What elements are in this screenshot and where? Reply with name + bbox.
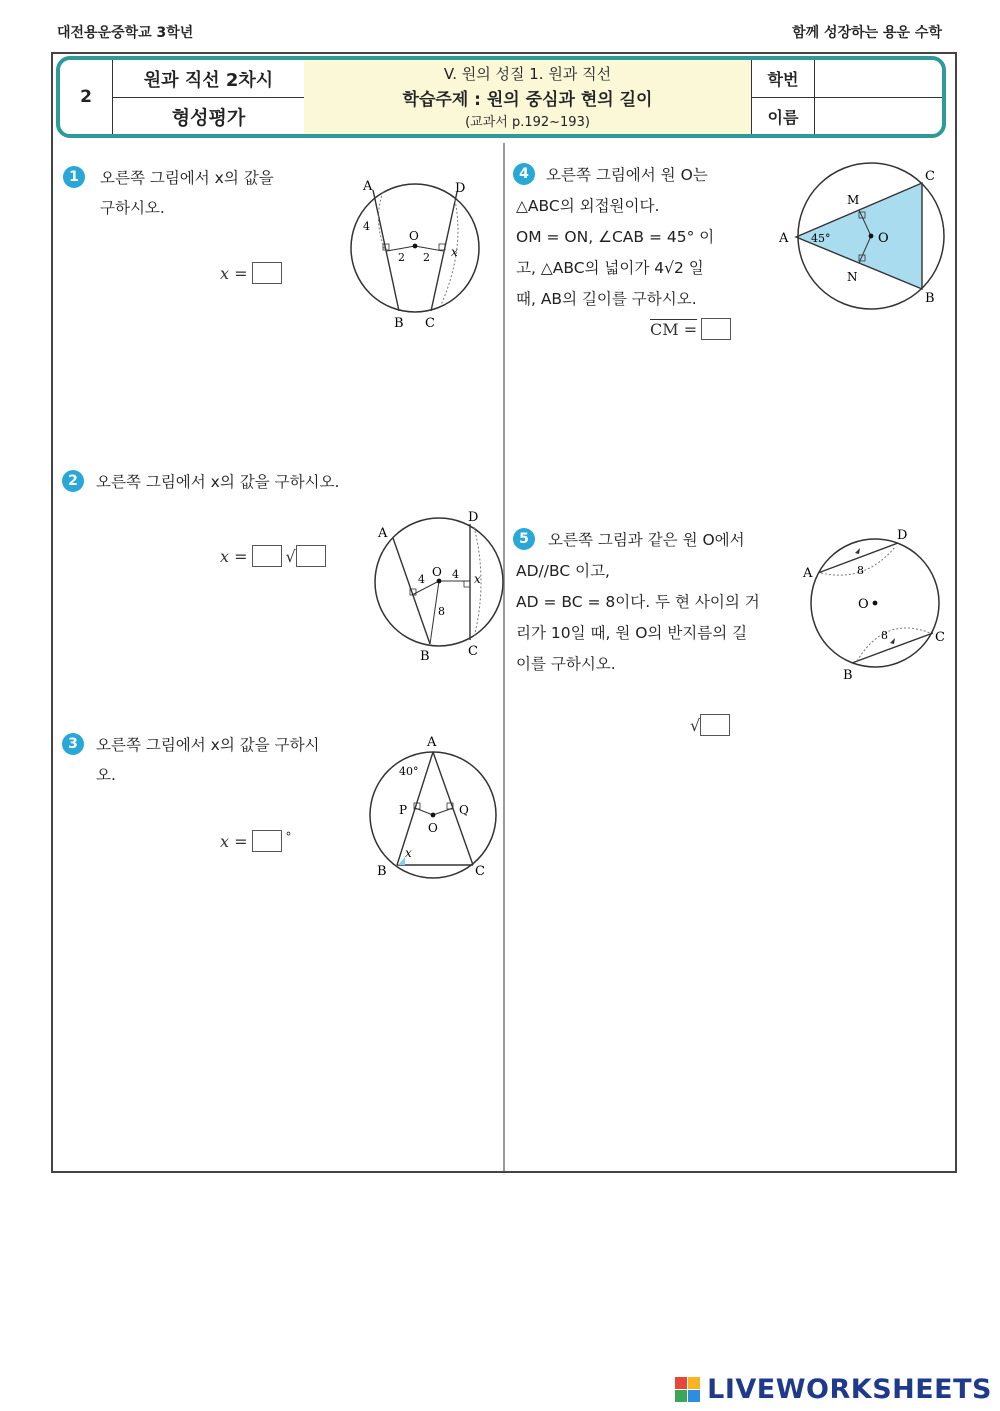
label-A: A xyxy=(779,231,789,246)
label-8: 8 xyxy=(438,605,445,618)
problem-4-number: 4 xyxy=(513,163,535,185)
label-angle-A: 40° xyxy=(399,765,419,778)
answer-box-coefficient[interactable] xyxy=(252,545,282,567)
label-A: A xyxy=(363,179,373,194)
textbook-pages: (교과서 p.192~193) xyxy=(465,115,590,130)
label-D: D xyxy=(455,181,466,196)
label-2-right: 2 xyxy=(423,251,430,264)
label-8-top: 8 xyxy=(857,564,864,577)
problem-5-number: 5 xyxy=(513,528,535,550)
label-x: x xyxy=(474,572,481,586)
figure-4 xyxy=(775,160,950,312)
name-label: 이름 xyxy=(767,107,799,127)
label-x: x xyxy=(405,846,412,860)
topic-panel xyxy=(304,60,751,134)
assessment-title: 형성평가 xyxy=(171,106,246,129)
name-field[interactable] xyxy=(816,101,940,131)
problem-2-number: 2 xyxy=(62,470,84,492)
label-D: D xyxy=(897,528,908,543)
problem-1-answer: x = xyxy=(220,262,282,284)
problem-5-answer: √ xyxy=(690,714,730,736)
label-angle-A: 45° xyxy=(811,232,831,245)
lesson-number: 2 xyxy=(80,87,92,107)
label-O: O xyxy=(409,229,419,243)
problem-4-answer: CM = xyxy=(650,318,731,340)
label-Q: Q xyxy=(459,803,469,817)
label-N: N xyxy=(847,270,858,284)
answer-box[interactable] xyxy=(252,262,282,284)
label-B: B xyxy=(394,316,404,330)
lesson-title: 원과 직선 2차시 xyxy=(143,69,274,91)
label-A: A xyxy=(378,526,388,541)
label-4-left: 4 xyxy=(418,573,425,586)
problem-1-number: 1 xyxy=(63,166,85,188)
problem-3-answer: x = ° xyxy=(220,830,292,851)
school-name: 대전용운중학교 3학년 xyxy=(57,25,194,41)
student-id-label: 학번 xyxy=(767,70,799,89)
label-x: x xyxy=(451,245,458,259)
label-B: B xyxy=(925,291,935,306)
answer-box[interactable] xyxy=(701,318,731,340)
problem-3-number: 3 xyxy=(62,733,84,755)
figure-3 xyxy=(365,730,505,882)
label-M: M xyxy=(847,193,860,207)
problem-5-text: 오른쪽 그림과 같은 원 O에서 AD//BC 이고, AD = BC = 8이다. 두 현 사이의 거 리가 10일 때, 원 O의 반지름의 길 이를 구하시오. xyxy=(516,531,760,673)
label-C: C xyxy=(935,630,945,645)
label-4: 4 xyxy=(363,220,370,233)
label-P: P xyxy=(399,803,408,817)
label-8-bottom: 8 xyxy=(881,629,888,642)
label-2-left: 2 xyxy=(398,251,405,264)
problem-2-answer: x = √ xyxy=(220,545,326,567)
problem-3-text: 오른쪽 그림에서 x의 값을 구하시 오. xyxy=(96,736,320,784)
title-box xyxy=(56,56,946,138)
figure-5 xyxy=(795,525,953,685)
label-4-right: 4 xyxy=(452,568,459,581)
study-topic: 학습주제 : 원의 중심과 현의 길이 xyxy=(402,90,653,110)
figure-1 xyxy=(343,170,493,330)
figure-2 xyxy=(370,505,510,665)
label-O: O xyxy=(428,821,438,835)
answer-box[interactable] xyxy=(700,714,730,736)
problem-4-text: 오른쪽 그림에서 원 O는 △ABC의 외접원이다. OM = ON, ∠CAB = 45° 이 고, △ABC의 넓이가 4√2 일 때, AB의 길이를 구하시오. xyxy=(516,166,715,308)
problem-1-text: 오른쪽 그림에서 x의 값을 구하시오. xyxy=(100,169,274,217)
label-A: A xyxy=(803,566,813,581)
label-O: O xyxy=(432,565,442,579)
label-C: C xyxy=(475,864,485,879)
answer-box[interactable] xyxy=(252,830,282,852)
label-D: D xyxy=(468,510,479,525)
liveworksheets-logo: LIVEWORKSHEETS xyxy=(675,1374,992,1405)
problem-2-text: 오른쪽 그림에서 x의 값을 구하시오. xyxy=(96,473,340,491)
label-A: A xyxy=(427,735,437,750)
label-B: B xyxy=(843,668,853,683)
label-B: B xyxy=(377,864,387,879)
answer-box-radicand[interactable] xyxy=(296,545,326,567)
label-B: B xyxy=(420,649,430,664)
unit-title: V. 원의 성질 1. 원과 직선 xyxy=(443,65,612,83)
label-O: O xyxy=(858,597,869,612)
label-C: C xyxy=(925,169,935,184)
label-C: C xyxy=(425,316,435,330)
label-O: O xyxy=(878,231,889,246)
label-C: C xyxy=(468,644,478,659)
student-id-field[interactable] xyxy=(816,64,940,94)
liveworksheets-icon xyxy=(675,1377,701,1403)
slogan: 함께 성장하는 용운 수학 xyxy=(792,25,942,41)
